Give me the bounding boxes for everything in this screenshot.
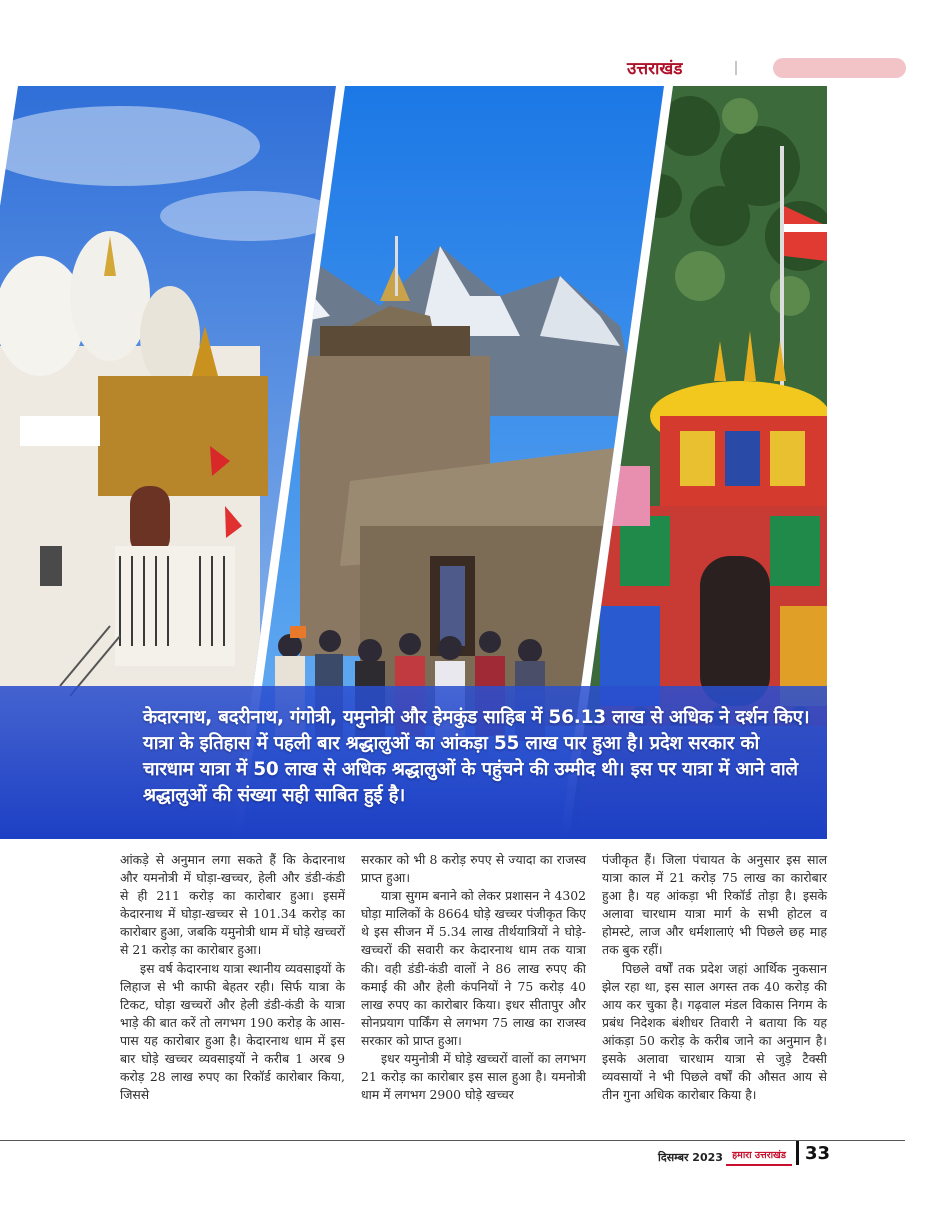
- footer-divider: [796, 1141, 799, 1165]
- paragraph: सरकार को भी 8 करोड़ रुपए से ज्यादा का राजस्व प्राप्त हुआ।: [361, 852, 586, 886]
- footer-rule: [0, 1140, 905, 1141]
- header-divider: [735, 61, 737, 75]
- paragraph: इधर यमुनोत्री में घोड़े खच्चरों वालों का लगभग 21 करोड़ का कारोबार इस साल हुआ है। यमनोत्री धाम में लगभग 2900 घोड़े खच्चर: [361, 1051, 586, 1103]
- article-column-3: [602, 851, 827, 1104]
- paragraph: यात्रा सुगम बनाने को लेकर प्रशासन ने 4302 घोड़ा मालिकों के 8664 घोड़े खच्चर पंजीकृत किए थे इस सीजन में 5.34 लाख तीर्थयात्रियों ने घोड़े-खच्चरों की सवारी कर केदारनाथ धाम तक यात्रा की। वही डंडी-कंडी वालों ने 86 लाख रुपए की कमाई की और हेली कंपनियों ने 75 करोड़ 40 लाख रुपए का कारोबार किया। इधर सीतापुर और सोनप्रयाग पार्किंग से लगभग 75 लाख का राजस्व सरकार को प्राप्त हुआ।: [361, 888, 586, 1048]
- paragraph: पंजीकृत हैं। जिला पंचायत के अनुसार इस साल यात्रा काल में 21 करोड़ 75 लाख का कारोबार हुआ है। यह आंकड़ा भी रिकॉर्ड तोड़ा है। इसके अलावा चारधाम यात्रा मार्ग के सभी होटल व होमस्टे, लाज और धर्मशालाएं भी पिछले छह माह तक बुक रहीं।: [602, 852, 827, 958]
- article-column-1: [120, 851, 345, 1104]
- collage-caption: केदारनाथ, बदरीनाथ, गंगोत्री, यमुनोत्री और हेमकुंड साहिब में 56.13 लाख से अधिक ने दर्शन किए। यात्रा के इतिहास में पहली बार श्रद्धालुओं का आंकड़ा 55 लाख पार हुआ है। प्रदेश सरकार को चारधाम यात्रा में 50 लाख से अधिक श्रद्धालुओं के पहुंचने की उम्मीद थी। इस पर यात्रा में आने वाले श्रद्धालुओं की संख्या सही साबित हुई है।: [143, 707, 810, 806]
- section-title: उत्तराखंड: [627, 59, 683, 79]
- magazine-logo: हमारा उत्तराखंड: [726, 1148, 792, 1166]
- page-number: 33: [805, 1143, 831, 1164]
- temple-photo-collage: [0, 86, 827, 839]
- paragraph: आंकड़े से अनुमान लगा सकते हैं कि केदारनाथ और यमनोत्री में घोड़ा-खच्चर, हेली और डंडी-कंडी से ही 211 करोड़ का कारोबार हुआ। इसमें केदारनाथ में घोड़ा-खच्चर से 101.34 करोड़ का कारोबार हुआ, जबकि यमुनोत्री धाम में घोड़े खच्चरों से 21 करोड़ का कारोबार हुआ।: [120, 852, 345, 958]
- article-column-2: [361, 851, 586, 1104]
- header-decoration: [773, 58, 906, 78]
- paragraph: पिछले वर्षों तक प्रदेश जहां आर्थिक नुकसान झेल रहा था, इस साल अगस्त तक 40 करोड़ की आय कर चुका है। गढ़वाल मंडल विकास निगम के प्रबंध निदेशक बंशीधर तिवारी ने बताया कि यह आंकड़ा 50 करोड़ के करीब जाने का अनुमान है। इसके अलावा चारधाम यात्रा से जुड़े टैक्सी व्यवसायों ने भी पिछले वर्षों की औसत आय से तीन गुना अधिक कारोबार किया है।: [602, 960, 827, 1103]
- issue-date: दिसम्बर 2023: [658, 1151, 723, 1164]
- paragraph: इस वर्ष केदारनाथ यात्रा स्थानीय व्यवसाइयों के लिहाज से भी काफी बेहतर रही। सिर्फ यात्रा के टिकट, घोड़ा खच्चरों और हेली डंडी-कंडी के यात्रा भाड़े की बात करें तो लगभग 190 करोड़ के आस-पास यह कारोबार हुआ है। केदारनाथ धाम में इस बार घोड़े खच्चर व्यवसाइयों ने करीब 1 अरब 9 करोड़ 28 लाख रुपए का रिकॉर्ड कारोबार किया, जिससे: [120, 960, 345, 1103]
